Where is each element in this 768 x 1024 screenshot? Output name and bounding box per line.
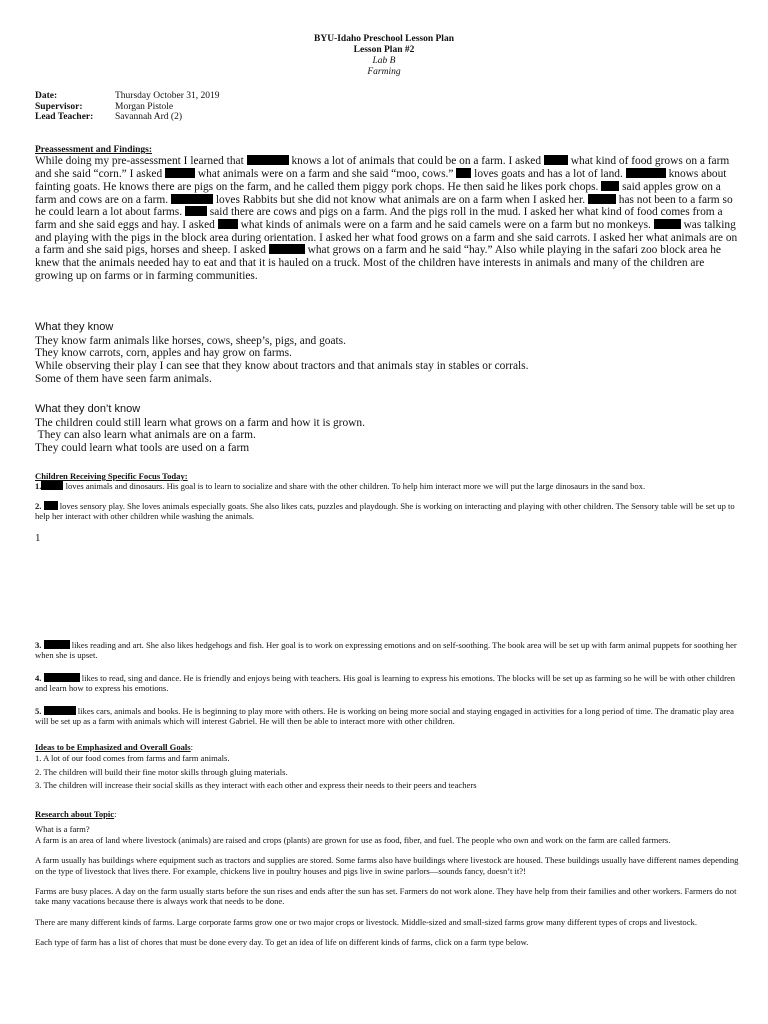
- meta-row-lead-teacher: [35, 112, 219, 123]
- page-marker: 1: [35, 532, 41, 544]
- research-heading: Research about Topic:: [35, 809, 117, 819]
- text-run: While doing my pre-assessment I learned that: [35, 155, 244, 168]
- text-run: what animals were on a farm and she said “moo, cows.”: [197, 168, 454, 181]
- redaction-bar: [171, 194, 213, 204]
- dont-know-line: They could learn what tools are used on a farm: [35, 442, 250, 455]
- redaction-bar: [626, 168, 666, 178]
- research-paragraph: There are many different kinds of farms. Large corporate farms grow one or two major crops or livestock. Middle-sized and small-sized farms grow many different types of crops and livestock.: [35, 916, 697, 927]
- child-text: likes to read, sing and dance. He is friendly and enjoys being with teachers. His goal is learning to express his emotions. The blocks will be set up as farming so he will be with other children and learn how to express his emotions.: [35, 672, 736, 694]
- ideas-heading: Ideas to be Emphasized and Overall Goals:: [35, 742, 194, 752]
- text-run: what kind of food grows on a farm and she said “corn.” I asked: [35, 155, 730, 181]
- ideas-heading-text: Ideas to be Emphasized and Overall Goals: [35, 742, 191, 752]
- preassessment-heading: Preassessment and Findings:: [35, 145, 153, 155]
- redaction-bar: [247, 155, 289, 165]
- focus-child-2: [35, 501, 745, 522]
- text-run: knows a lot of animals that could be on a farm. I asked: [291, 155, 542, 168]
- child-number: 1.: [35, 481, 42, 492]
- dont-know-line: They can also learn what animals are on a farm.: [35, 429, 256, 442]
- text-run: knows about fainting goats. He knows there are pigs on the farm, and he called them piggy pork chops. He then said he likes pork chops.: [35, 168, 727, 193]
- redaction-bar: [456, 168, 471, 178]
- child-number: 4.: [35, 672, 42, 683]
- ideas-section: [35, 742, 745, 791]
- text-run: loves goats and has a lot of land.: [474, 168, 623, 181]
- what-they-dont-know-section: [35, 403, 745, 455]
- what-they-know-heading: What they know: [35, 321, 114, 333]
- redaction-bar: [44, 640, 70, 649]
- redaction-bar: [269, 244, 305, 254]
- meta-value: Thursday October 31, 2019: [115, 91, 220, 101]
- text-run: said apples grow on a farm and cows are on a farm.: [35, 180, 721, 206]
- meta-value: Morgan Pistole: [115, 101, 174, 112]
- idea-item: 2. The children will build their fine motor skills through gluing materials.: [35, 766, 288, 777]
- meta-key: Lead Teacher:: [35, 112, 94, 122]
- research-paragraph: A farm is an area of land where livestock (animals) are raised and crops (plants) are grown for use as food, fiber, and fuel. The people who own and work on the farm are called farmers.: [35, 834, 671, 845]
- focus-children-continued: [35, 640, 745, 726]
- meta-key: Date:: [35, 91, 58, 101]
- research-paragraph: Farms are busy places. A day on the farm usually starts before the sun rises and ends after the sun has set. Farmers do not work alone. They have help from their families and other workers. Farmers do not take many vacations because there is always work that needs to be done.: [35, 886, 737, 907]
- redaction-bar: [185, 206, 207, 216]
- what-they-dont-know-heading: What they don’t know: [35, 403, 141, 415]
- redaction-bar: [44, 706, 76, 715]
- meta-row-date: [35, 91, 219, 102]
- dont-know-line: The children could still learn what grows on a farm and how it is grown.: [35, 416, 365, 429]
- idea-item: 3. The children will increase their social skills as they interact with each other and express their needs to their peers and teachers: [35, 780, 477, 791]
- text-run: has not been to a farm so he could learn a lot about farms.: [35, 193, 733, 219]
- redaction-bar: [654, 219, 681, 229]
- focus-heading: Children Receiving Specific Focus Today:: [35, 471, 188, 481]
- child-text: loves animals and dinosaurs. His goal is to learn to socialize and share with the other children. To help him interact more we will put the large dinosaurs in the sand box.: [65, 481, 646, 492]
- what-they-know-section: [35, 321, 745, 386]
- child-number: 2.: [35, 500, 42, 511]
- lesson-meta: [35, 91, 219, 123]
- preassessment-section: [35, 145, 745, 282]
- know-line: Some of them have seen farm animals.: [35, 372, 212, 385]
- header-school: BYU-Idaho Preschool Lesson Plan: [314, 34, 454, 44]
- preassessment-paragraph: [35, 155, 745, 282]
- header-lesson-plan: Lesson Plan #2: [353, 45, 415, 55]
- research-paragraph: A farm usually has buildings where equipment such as tractors and supplies are stored. Some farms also have buildings where livestock are housed. These buildings usually have different names depending on the type of livestock that lives there. For example, chickens live in poultry houses and pigs live in swine parlors—sounds fancy, doesn’t it?!: [35, 855, 739, 876]
- know-line: They know farm animals like horses, cows, sheep’s, pigs, and goats.: [35, 334, 346, 347]
- focus-child-5: [35, 706, 745, 727]
- meta-row-supervisor: [35, 102, 219, 113]
- redaction-bar: [44, 501, 58, 510]
- focus-child-1: [35, 481, 745, 491]
- redaction-bar: [588, 194, 616, 204]
- idea-item: 1. A lot of our food comes from farms and farm animals.: [35, 753, 230, 764]
- redaction-bar: [544, 155, 568, 165]
- redaction-bar: [218, 219, 238, 229]
- focus-children-section: [35, 471, 745, 522]
- focus-child-4: [35, 673, 745, 694]
- child-number: 5.: [35, 705, 42, 716]
- meta-key: Supervisor:: [35, 101, 83, 112]
- child-text: likes cars, animals and books. He is beginning to play more with others. He is working on being more social and staying engaged in activities for a long period of time. The dramatic play area will be set up as a farm with animals which will interest Gabriel. He will then be able to interact more with other children.: [35, 705, 734, 727]
- text-run: what kinds of animals were on a farm and he said camels were on a farm but no monkeys.: [240, 218, 651, 231]
- text-run: was talking and playing with the pigs in the block area during orientation. I asked her what food grows on a farm and she said carrots. I asked her what animals are on a farm and she said pigs, horses and sheep. I asked: [35, 218, 738, 257]
- text-run: said there are cows and pigs on a farm. And the pigs roll in the mud. I asked her what kind of food comes from a farm and she said eggs and hay. I asked: [35, 206, 723, 231]
- text-run: what grows on a farm and he said “hay.” Also while playing in the safari zoo block area he knew that the animals needed hay to eat and that it is hauled on a truck. Most of the children have interests in animals and many of the children are growing up on farms or in farming communities.: [35, 244, 721, 282]
- header-lab: Lab B: [372, 56, 396, 66]
- research-paragraph: Each type of farm has a list of chores that must be done every day. To get an idea of life on different kinds of farms, click on a farm type below.: [35, 937, 529, 948]
- redaction-bar: [165, 168, 195, 178]
- research-question: What is a farm?: [35, 824, 90, 835]
- meta-value: Savannah Ard (2): [115, 112, 183, 122]
- focus-child-3: [35, 640, 745, 661]
- know-line: They know carrots, corn, apples and hay grow on farms.: [35, 347, 292, 360]
- research-heading-text: Research about Topic: [35, 809, 115, 819]
- redaction-bar: [44, 673, 80, 682]
- child-text: likes reading and art. She also likes hedgehogs and fish. Her goal is to work on expressing emotions and on self-soothing. The book area will be set up with farm animal puppets for soothing her when she is upset.: [35, 640, 737, 661]
- child-text: loves sensory play. She loves animals especially goats. She also likes cats, puzzles and playdough. She is working on interacting and playing with other children. The Sensory table will be set up to help her interact with other children while washing the animals.: [35, 500, 735, 522]
- know-line: While observing their play I can see that they know about tractors and that animals stay in stables or corrals.: [35, 360, 529, 373]
- research-section: [35, 809, 745, 948]
- header-topic: Farming: [367, 67, 401, 77]
- document-header: [0, 34, 768, 78]
- redaction-bar: [601, 181, 619, 191]
- text-run: loves Rabbits but she did not know what animals are on a farm when I asked her.: [215, 193, 586, 206]
- redaction-bar: [41, 481, 63, 490]
- child-number: 3.: [35, 640, 42, 650]
